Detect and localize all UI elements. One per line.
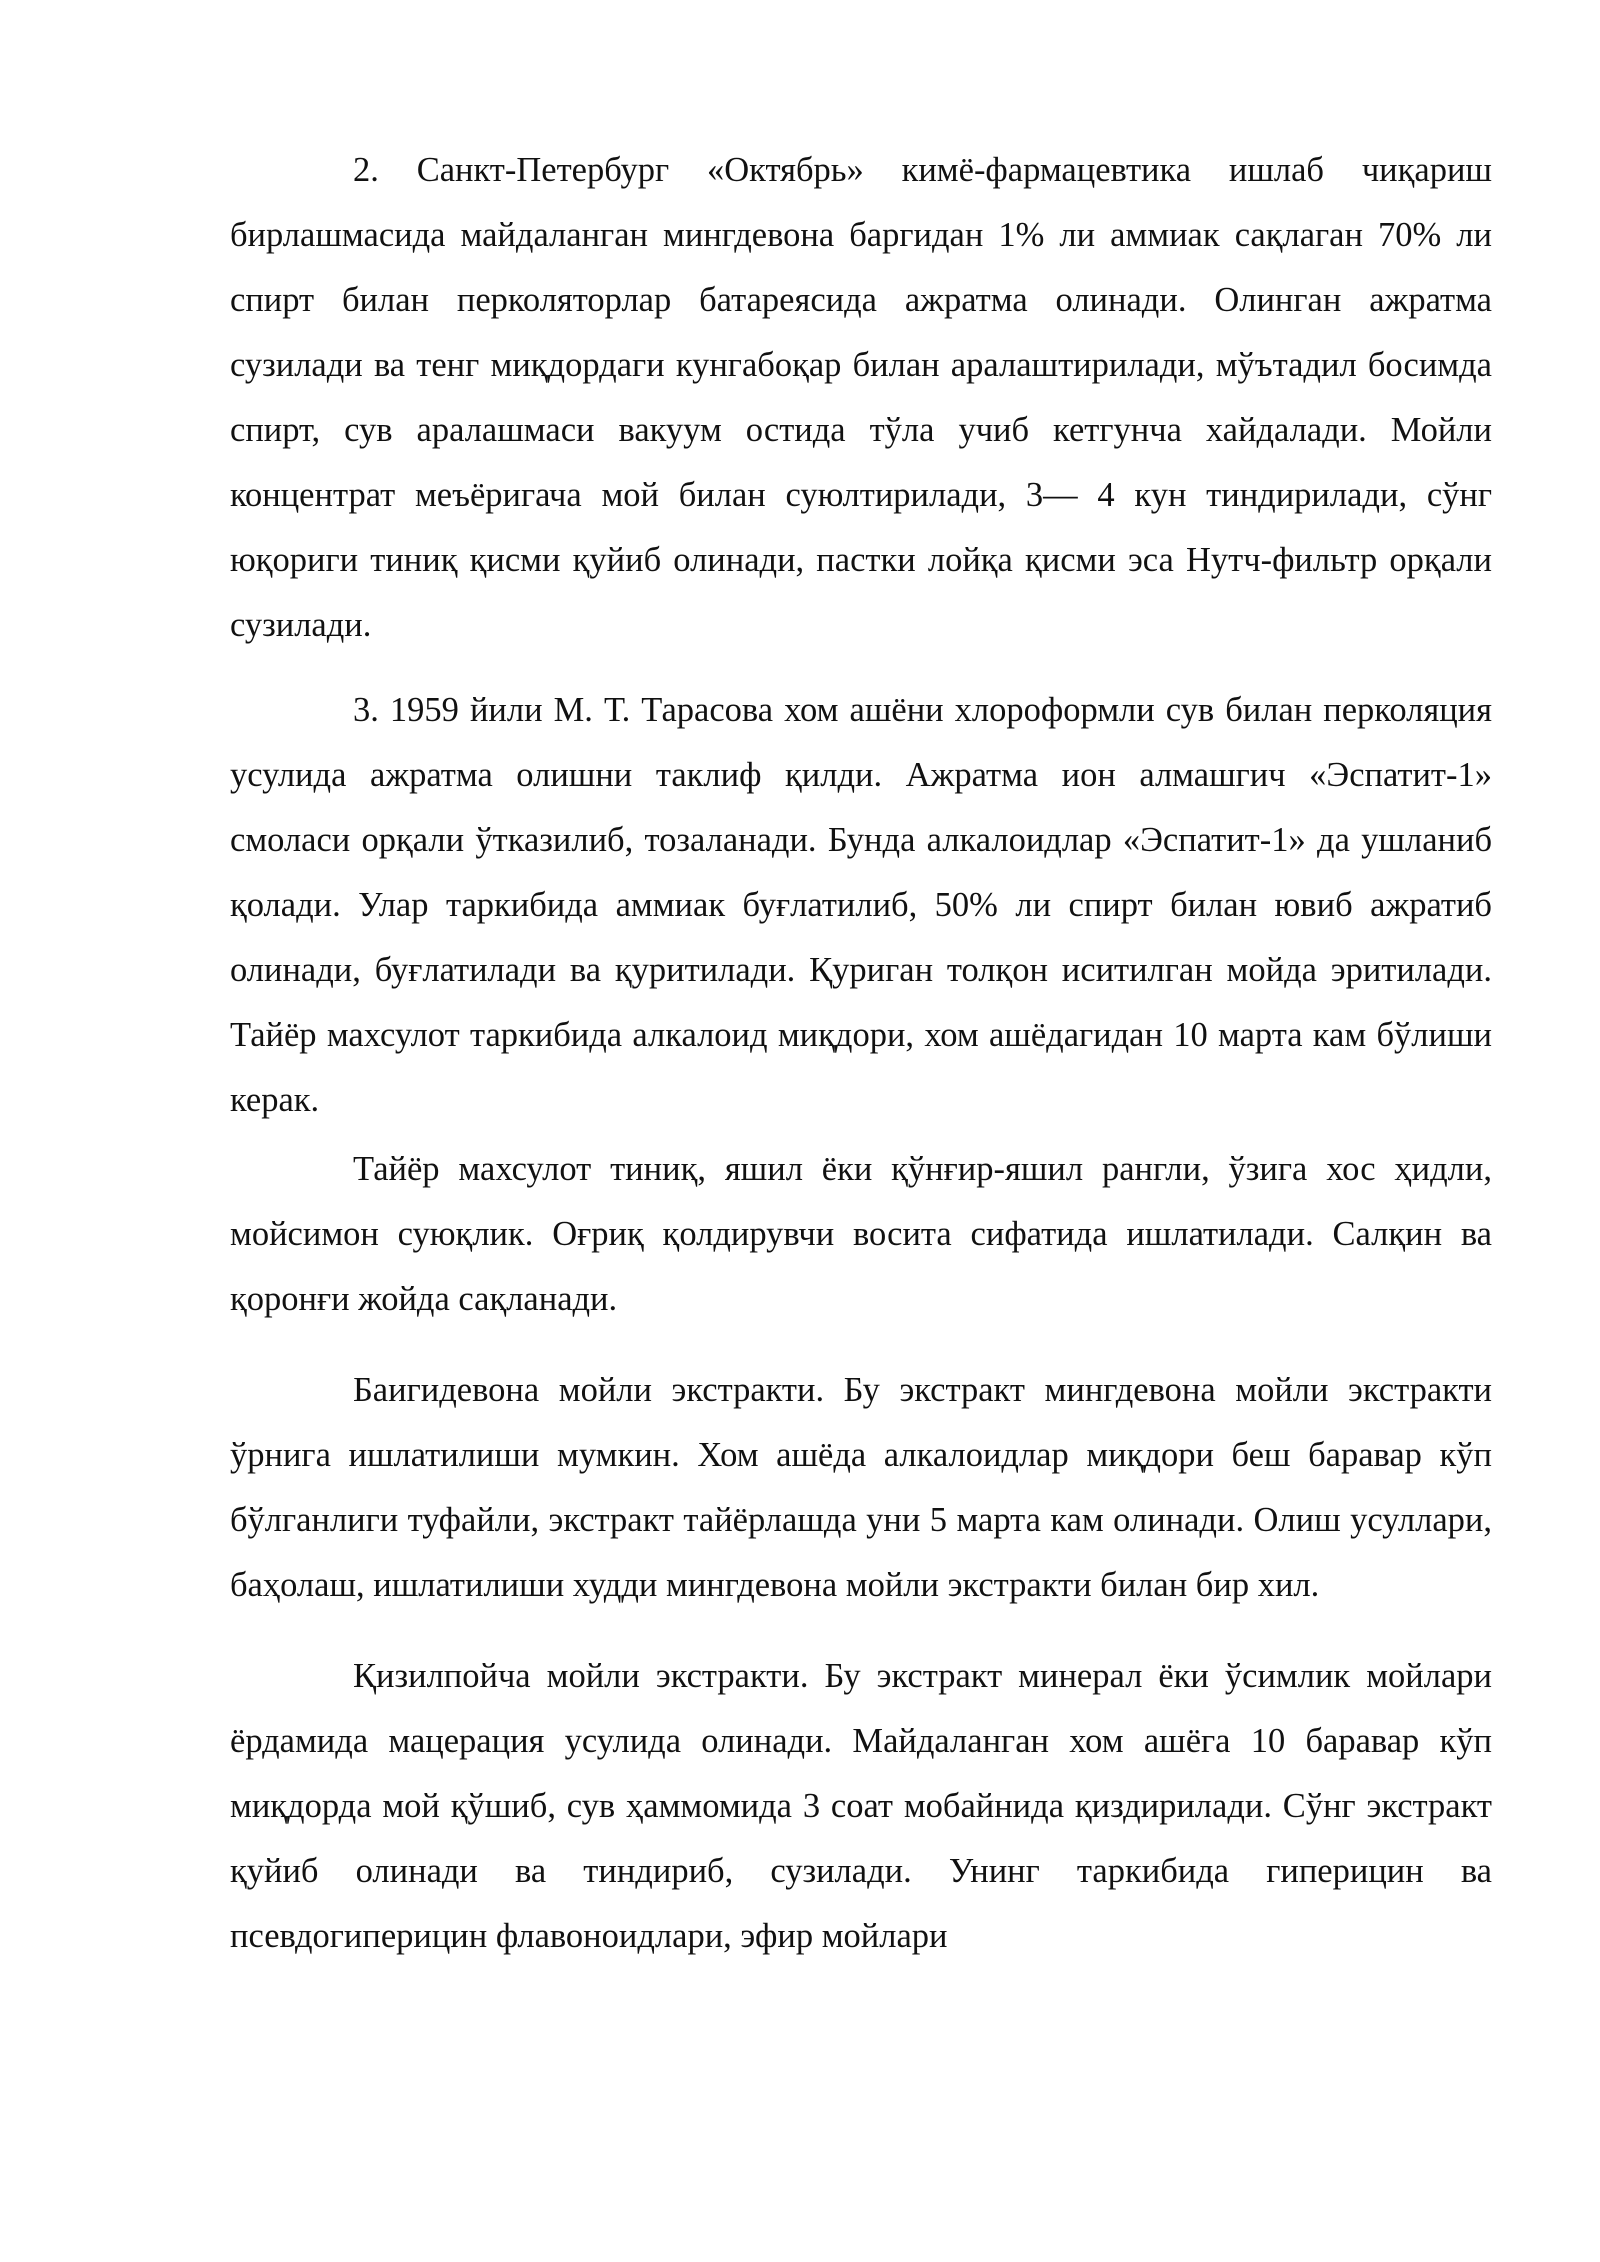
paragraph-st-petersburg-method: 2. Санкт-Петербург «Октябрь» кимё-фармацевтика ишлаб чиқариш бирлашмасида майдаланган мингдевона баргидан 1% ли аммиак сақлаган 70% ли спирт билан перколяторлар батареясида ажратма олинади. Олинган ажратма сузилади ва тенг миқдордаги кунгабоқар билан аралаштирилади, мўътадил босимда спирт, сув аралашмаси вакуум остида тўла учиб кетгунча хайдалади. Мойли концентрат меъёригача мой билан суюлтирилади, 3— 4 кун тиндирилади, сўнг юқориги тиниқ қисми қуйиб олинади, пастки лойқа қисми эса Нутч-фильтр орқали сузилади.	[230, 151, 1492, 644]
document-page	[230, 138, 1492, 1969]
paragraph-baigidevona-extract: Баигидевона мойли экстракти. Бу экстракт мингдевона мойли экстракти ўрнига ишлатилиши мумкин. Хом ашёда алкалоидлар миқдори беш баравар кўп бўлганлиги туфайли, экстракт тайёрлашда уни 5 марта кам олинади. Олиш усуллари, баҳолаш, ишлатилиши худди мингдевона мойли экстракти билан бир хил.	[230, 1371, 1492, 1604]
paragraph-product-description: Тайёр махсулот тиниқ, яшил ёки қўнғир-яшил рангли, ўзига хос ҳидли, мойсимон суюқлик. Оғриқ қолдирувчи восита сифатида ишлатилади. Салқин ва қоронғи жойда сақланади.	[230, 1150, 1492, 1318]
paragraph-tarasova-method: 3. 1959 йили М. Т. Тарасова хом ашёни хлороформли сув билан перколяция усулида ажратма олишни таклиф қилди. Ажратма ион алмашгич «Эспатит-1» смоласи орқали ўтказилиб, тозаланади. Бунда алкалоидлар «Эспатит-1» да ушланиб қолади. Улар таркибида аммиак буғлатилиб, 50% ли спирт билан ювиб ажратиб олинади, буғлатилади ва қуритилади. Қуриган толқон иситилган мойда эритилади. Тайёр махсулот таркибида алкалоид миқдори, хом ашёдагидан 10 марта кам бўлиши керак.	[230, 691, 1492, 1119]
paragraph-qizilpoycha-extract: Қизилпойча мойли экстракти. Бу экстракт минерал ёки ўсимлик мойлари ёрдамида мацерация усулида олинади. Майдаланган хом ашёга 10 баравар кўп миқдорда мой қўшиб, сув ҳаммомида 3 соат мобайнида қиздирилади. Сўнг экстракт қуйиб олинади ва тиндириб, сузилади. Унинг таркибида гиперицин ва псевдогиперицин флавоноидлари, эфир мойлари	[230, 1657, 1492, 1955]
